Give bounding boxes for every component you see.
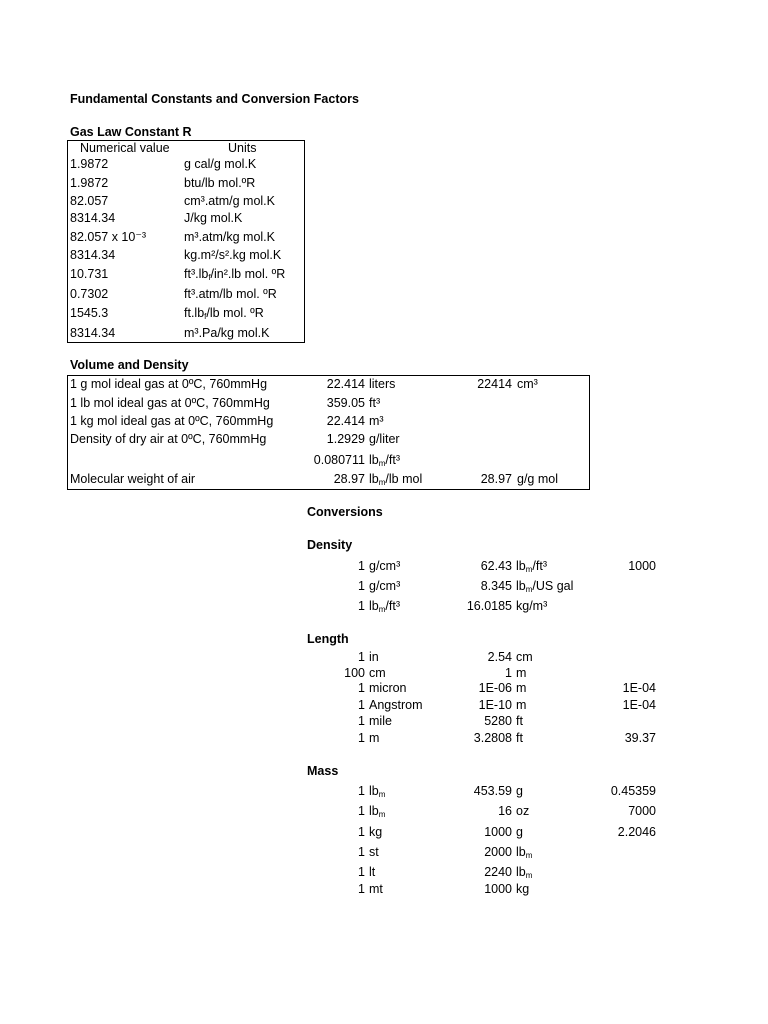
- gas-law-units: btu/lb mol.ºR: [184, 176, 256, 190]
- conversion-unit-to: ft: [516, 731, 523, 745]
- conversion-unit-from: $lb_m$: [369, 784, 386, 799]
- conversion-section-heading: Mass: [307, 764, 339, 778]
- conversion-factor: 1E-06: [478, 681, 512, 695]
- gas-law-value: 1.9872: [70, 176, 109, 190]
- conversion-amount: 1: [358, 599, 365, 613]
- volume-density-heading: Volume and Density: [70, 358, 189, 372]
- conversion-unit-from: cm: [369, 666, 386, 680]
- conversion-unit-to: $lb_m/US$ gal: [516, 579, 574, 594]
- volume-density-label: 1 lb mol ideal gas at 0ºC, 760mmHg: [70, 396, 270, 410]
- conversion-unit-to: kg/m³: [516, 599, 548, 613]
- conversion-factor: 2000: [484, 845, 512, 859]
- conversion-amount: 100: [344, 666, 365, 680]
- conversion-unit-to: $lb_m$: [516, 845, 533, 860]
- volume-density-label: 1 g mol ideal gas at 0ºC, 760mmHg: [70, 377, 268, 391]
- conversion-amount: 1: [358, 579, 365, 593]
- gas-law-units: cm³.atm/g mol.K: [184, 194, 275, 208]
- volume-density-unit-2: cm³: [517, 377, 538, 391]
- conversion-amount: 1: [358, 804, 365, 818]
- conversion-extra: 39.37: [624, 731, 656, 745]
- gas-law-heading: Gas Law Constant R: [70, 125, 192, 139]
- conversion-amount: 1: [358, 882, 365, 896]
- conversion-unit-from: in: [369, 650, 379, 664]
- gas-law-units: ft³.atm/lb mol. ºR: [184, 287, 277, 301]
- conversion-unit-to: $lb_m$: [516, 865, 533, 880]
- conversion-factor: 1E-10: [478, 698, 512, 712]
- volume-density-unit: m³: [369, 414, 384, 428]
- conversion-factor: 453.59: [473, 784, 512, 798]
- conversion-factor: 8.345: [480, 579, 512, 593]
- gas-law-units: J/kg mol.K: [184, 211, 243, 225]
- conversion-factor: 16.0185: [466, 599, 512, 613]
- volume-density-label: Molecular weight of air: [70, 472, 196, 486]
- conversion-section-heading: Length: [307, 632, 349, 646]
- volume-density-unit: $lb_m/lb$ mol: [369, 472, 423, 487]
- gas-law-value: 10.731: [70, 267, 109, 281]
- gas-law-value: 1545.3: [70, 306, 109, 320]
- volume-density-unit: liters: [369, 377, 396, 391]
- conversion-section-heading: Density: [307, 538, 353, 552]
- volume-density-value: 1.2929: [326, 432, 365, 446]
- volume-density-unit-2: g/g mol: [517, 472, 558, 486]
- conversion-factor: 1000: [484, 825, 512, 839]
- conversion-unit-from: lt: [369, 865, 376, 879]
- gas-law-value: 8314.34: [70, 211, 116, 225]
- conversion-extra: 1000: [628, 559, 656, 573]
- conversion-extra: 1E-04: [622, 681, 656, 695]
- conversion-extra: 7000: [628, 804, 656, 818]
- conversion-factor: 62.43: [480, 559, 512, 573]
- conversion-factor: 2240: [484, 865, 512, 879]
- conversion-factor: 16: [498, 804, 512, 818]
- conversion-unit-from: g/cm³: [369, 579, 401, 593]
- volume-density-unit: g/liter: [369, 432, 400, 446]
- conversion-amount: 1: [358, 698, 365, 712]
- conversion-factor: 5280: [484, 714, 512, 728]
- conversion-unit-to: ft: [516, 714, 523, 728]
- gas-law-col-value: Numerical value: [80, 141, 170, 155]
- volume-density-value: 359.05: [326, 396, 365, 410]
- gas-law-value: 82.057: [70, 194, 109, 208]
- volume-density-value: 28.97: [333, 472, 365, 486]
- conversion-factor: 2.54: [487, 650, 512, 664]
- conversion-unit-from: m: [369, 731, 380, 745]
- volume-density-label: Density of dry air at 0ºC, 760mmHg: [70, 432, 267, 446]
- volume-density-value: 22.414: [326, 377, 365, 391]
- conversion-unit-from: st: [369, 845, 379, 859]
- conversion-amount: 1: [358, 650, 365, 664]
- conversions-heading: Conversions: [307, 505, 383, 519]
- conversion-unit-to: cm: [516, 650, 533, 664]
- conversion-amount: 1: [358, 825, 365, 839]
- conversion-factor: 3.2808: [473, 731, 512, 745]
- conversion-extra: 0.45359: [610, 784, 656, 798]
- conversion-extra: 2.2046: [617, 825, 656, 839]
- conversion-amount: 1: [358, 559, 365, 573]
- conversion-unit-from: $lb_m$/ft³: [369, 599, 400, 614]
- volume-density-value: 22.414: [326, 414, 365, 428]
- gas-law-col-units: Units: [228, 141, 257, 155]
- conversion-amount: 1: [358, 714, 365, 728]
- conversion-unit-to: kg: [516, 882, 530, 896]
- conversion-amount: 1: [358, 784, 365, 798]
- conversion-unit-from: mile: [369, 714, 392, 728]
- volume-density-value-2: 28.97: [480, 472, 512, 486]
- conversion-unit-from: g/cm³: [369, 559, 401, 573]
- volume-density-unit: $lb_m$/ft³: [369, 453, 400, 468]
- conversion-unit-to: m: [516, 681, 527, 695]
- gas-law-value: 8314.34: [70, 248, 116, 262]
- gas-law-units: $ft^3.lb_f/in^2.lb$ mol. ºR: [184, 267, 286, 282]
- conversion-unit-to: m: [516, 666, 527, 680]
- gas-law-units: kg.m²/s².kg mol.K: [184, 248, 282, 262]
- volume-density-value-2: 22414: [477, 377, 512, 391]
- gas-law-units: $ft.lb_f/lb$ mol. ºR: [184, 306, 264, 321]
- conversion-amount: 1: [358, 681, 365, 695]
- conversion-factor: 1000: [484, 882, 512, 896]
- conversion-amount: 1: [358, 845, 365, 859]
- volume-density-value: 0.080711: [313, 453, 365, 467]
- conversion-extra: 1E-04: [622, 698, 656, 712]
- gas-law-value: 0.7302: [70, 287, 109, 301]
- gas-law-value: 1.9872: [70, 157, 109, 171]
- conversion-unit-from: kg: [369, 825, 383, 839]
- volume-density-label: 1 kg mol ideal gas at 0ºC, 760mmHg: [70, 414, 274, 428]
- conversion-unit-to: g: [516, 784, 523, 798]
- conversion-unit-from: Angstrom: [369, 698, 423, 712]
- conversion-factor: 1: [505, 666, 512, 680]
- conversion-unit-to: $lb_m$/ft³: [516, 559, 547, 574]
- conversion-amount: 1: [358, 865, 365, 879]
- gas-law-units: m³.Pa/kg mol.K: [184, 326, 270, 340]
- conversion-unit-from: $lb_m$: [369, 804, 386, 819]
- conversion-amount: 1: [358, 731, 365, 745]
- volume-density-unit: ft³: [369, 396, 381, 410]
- gas-law-value: 8314.34: [70, 326, 116, 340]
- gas-law-units: g cal/g mol.K: [184, 157, 257, 171]
- conversion-unit-to: g: [516, 825, 523, 839]
- gas-law-value: 82.057 x 10⁻³: [70, 230, 147, 244]
- page-title: Fundamental Constants and Conversion Factors: [70, 92, 359, 106]
- conversion-unit-from: mt: [369, 882, 383, 896]
- conversion-unit-to: oz: [516, 804, 530, 818]
- conversion-unit-from: micron: [369, 681, 407, 695]
- gas-law-units: m³.atm/kg mol.K: [184, 230, 275, 244]
- conversion-unit-to: m: [516, 698, 527, 712]
